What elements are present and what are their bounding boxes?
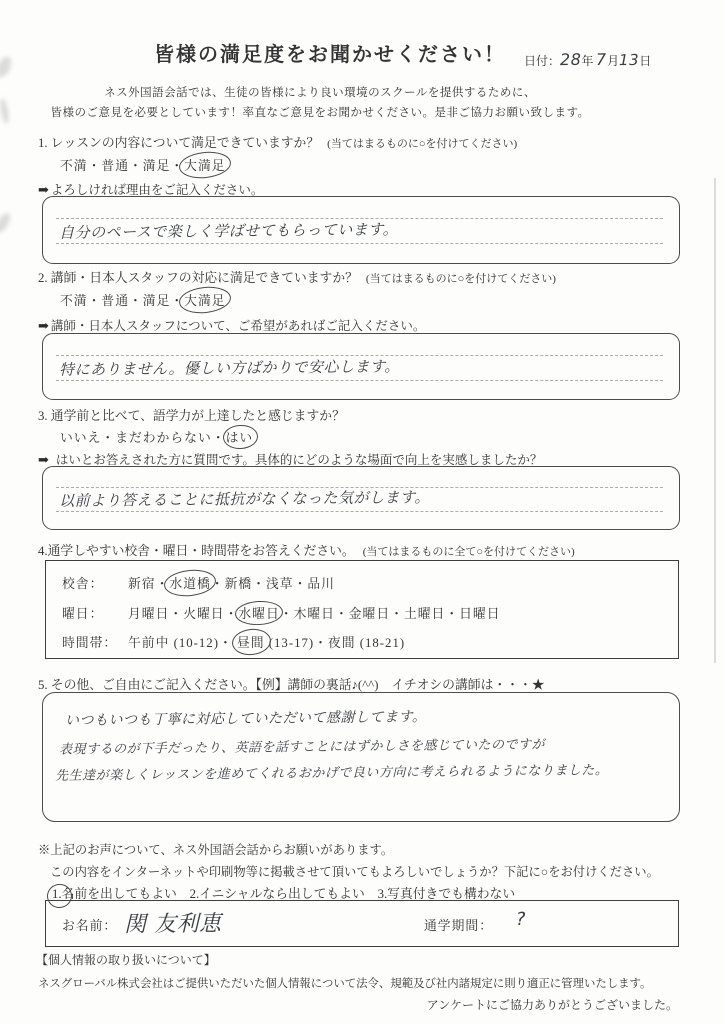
publish-circled-option: 1. <box>52 887 62 901</box>
question-2-options <box>60 290 226 309</box>
q4-school-post: ・新橋・浅草・品川 <box>210 577 335 591</box>
question-5-text: 5. その他、ご自由にご記入ください。【例】講師の裏話♪(^^) イチオシの講師は・・・★ <box>38 678 545 692</box>
q2-circled-option: 大満足 <box>184 290 225 309</box>
publish-note: ※上記のお声について、ネス外国語会話からお願いがあります。 <box>38 843 394 857</box>
date-month-unit: 月 <box>607 54 620 68</box>
q4-selection-box <box>45 560 679 659</box>
question-2-text: 2. 講師・日本人スタッフの対応に満足できていますか？ <box>38 271 358 285</box>
question-1-text: 1. レッスンの内容について満足できていますか？ <box>38 136 320 150</box>
q4-day-row <box>62 603 501 622</box>
scan-edge-line <box>714 178 716 663</box>
date-year-handwritten: 28 <box>559 49 582 70</box>
q4-day-label: 曜日： <box>62 607 104 621</box>
q2-prompt-text: 講師・日本人スタッフについて、ご希望があればご記入ください。 <box>50 319 426 333</box>
signature-box <box>45 900 679 947</box>
question-1-heading <box>38 132 517 151</box>
question-2-prompt <box>38 316 425 334</box>
q1-options-uncircled: 不満・普通・満足・ <box>60 159 185 173</box>
q4-school-row <box>62 573 335 592</box>
question-1-options <box>60 155 226 174</box>
question-5-heading <box>38 674 545 693</box>
q5-answer-box <box>42 692 680 822</box>
privacy-title: 【個人情報の取り扱いについて】 <box>36 953 216 967</box>
q2-options-uncircled: 不満・普通・満足・ <box>60 294 185 308</box>
arrow-icon: ➡ <box>38 182 49 197</box>
q1-handwritten-answer: 自分のペースで楽しく学ばせてもらっています。 <box>58 220 399 242</box>
date-year-unit: 年 <box>581 54 594 68</box>
date-day-handwritten: 13 <box>619 50 640 70</box>
publish-question: この内容をインターネットや印刷物等に掲載させて頂いてもよろしいでしょうか？下記に○をお付けください。 <box>50 865 659 879</box>
q1-answer-box <box>42 196 680 264</box>
q4-time-circled: 昼間 <box>237 632 265 651</box>
q4-time-row <box>62 632 405 651</box>
question-1-note: (当てはまるものに○を付けてください) <box>327 138 518 150</box>
q3-answer-box <box>42 466 680 530</box>
ruled-line <box>56 511 663 512</box>
period-handwritten: ? <box>515 908 527 931</box>
date-day-unit: 日 <box>639 54 652 68</box>
q1-circled-option: 大満足 <box>184 155 225 174</box>
q5-handwritten-line-1: いつもいつも丁寧に対応していただいて感謝してます。 <box>64 709 427 729</box>
q1-prompt-text: よろしければ理由をご記入ください。 <box>50 183 264 197</box>
ruled-line <box>56 243 663 244</box>
q4-day-post: ・木曜日・金曜日・土曜日・日曜日 <box>279 607 501 621</box>
arrow-icon: ➡ <box>38 452 49 467</box>
q3-handwritten-answer: 以前より答えることに抵抗がなくなった気がします。 <box>58 488 430 510</box>
q4-time-pre: 午前中 (10-12)・ <box>128 636 237 650</box>
question-3-options <box>60 427 253 446</box>
q4-school-pre: 新宿・ <box>128 577 170 591</box>
q3-circled-option: はい <box>226 427 254 446</box>
question-2-heading <box>38 267 556 286</box>
scan-artifact <box>0 211 13 235</box>
q5-handwritten-line-3: 先生達が楽しくレッスンを進めてくれるおかげで良い方向に考えられるようになりました。 <box>54 763 609 784</box>
q4-day-circled: 水曜日 <box>238 603 279 622</box>
question-4-note: (当てはまるものに全て○を付けてください) <box>362 546 575 558</box>
q3-options-uncircled: いいえ・まだわからない・ <box>60 431 226 445</box>
q5-handwritten-line-2: 表現するのが下手だったり、英語を話すことにはずかしさを感じていたのですが <box>58 737 546 758</box>
q4-day-pre: 月曜日・火曜日・ <box>128 607 239 621</box>
q4-school-circled: 水道橋 <box>169 573 210 592</box>
q2-handwritten-answer: 特にありません。優しい方ばかりで安心します。 <box>58 357 400 379</box>
q4-time-post: (13-17)・夜間 (18-21) <box>264 636 406 650</box>
question-3-text: 3. 通学前と比べて、語学力が上達したと感じますか？ <box>38 409 345 423</box>
name-handwritten: 関 友利恵 <box>123 911 222 938</box>
q2-answer-box <box>42 333 680 400</box>
date-field <box>524 50 651 69</box>
name-label: お名前： <box>62 919 118 933</box>
q3-prompt-text: はいとお答えされた方に質問です。具体的にどのような場面で向上を実感しましたか？ <box>55 453 543 467</box>
question-4-heading <box>38 540 575 559</box>
thanks-text: アンケートにご協力ありがとうございました。 <box>426 998 678 1012</box>
question-4-text: 4.通学しやすい校舎・曜日・時間帯をお答えください。 <box>38 544 355 558</box>
intro-line-1: ネス外国語会話では、生徒の皆様により良い環境のスクールを提供するために、 <box>104 87 536 99</box>
q4-time-label: 時間帯： <box>62 636 118 650</box>
question-3-heading <box>38 405 345 424</box>
ruled-line <box>56 380 663 381</box>
publish-options-rest: 名前を出してもよい 2.イニシャルなら出してもよい 3.写真付きでも構わない <box>61 887 516 901</box>
intro-line-2: 皆様のご意見を必要としています！率直なご意見をお聞かせください。是非ご協力お願い致します。 <box>50 107 590 119</box>
arrow-icon: ➡ <box>38 318 49 333</box>
date-label: 日付： <box>524 54 561 68</box>
scan-artifact <box>0 54 14 79</box>
date-month-handwritten: 7 <box>596 49 608 70</box>
period-label: 通学期間： <box>424 919 493 933</box>
question-2-note: (当てはまるものに○を付けてください) <box>365 273 556 285</box>
page-title: 皆様の満足度をお聞かせください！ <box>154 44 506 66</box>
q4-school-label: 校舎： <box>62 577 104 591</box>
privacy-text: ネスグローバル株式会社はご提供いただいた個人情報について法令、規範及び社内諸規定に則り適正に管理いたします。 <box>38 978 652 990</box>
